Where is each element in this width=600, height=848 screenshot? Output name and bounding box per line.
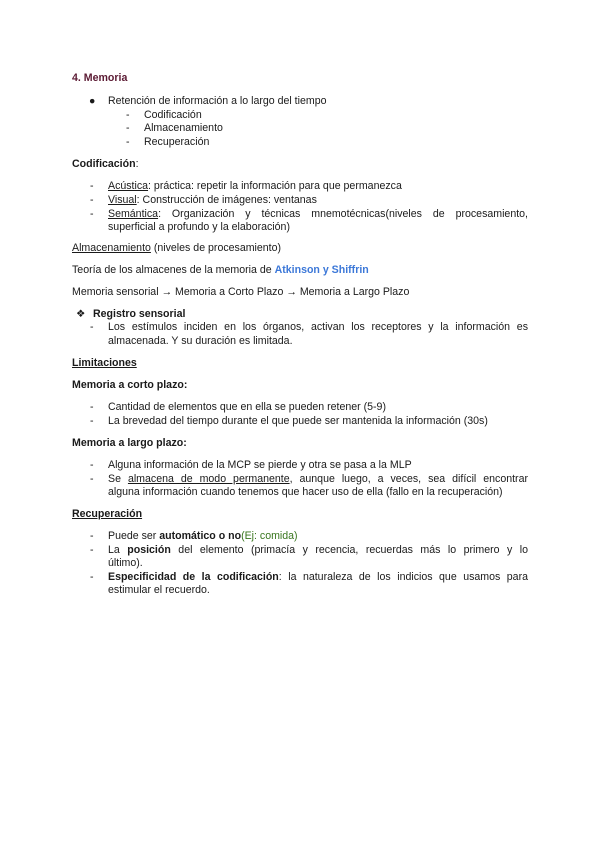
largo-plazo-item-cont: alguna información cuando tenemos que hacer uso de ella (fallo en la recuperación) xyxy=(108,486,503,498)
largo-plazo-item: Alguna información de la MCP se pierde y otra se pasa a la MLP xyxy=(108,459,412,471)
dash-icon: - xyxy=(90,208,94,220)
dash-icon: - xyxy=(126,122,130,134)
dash-icon: - xyxy=(126,136,130,148)
dash-icon: - xyxy=(90,544,94,556)
dash-icon: - xyxy=(90,473,94,485)
almacenamiento-heading: Almacenamiento (niveles de procesamiento) xyxy=(72,242,282,254)
corto-plazo-heading: Memoria a corto plazo: xyxy=(72,379,188,391)
largo-plazo-heading: Memoria a largo plazo: xyxy=(72,437,187,449)
intro-sub-item: Codificación xyxy=(144,109,202,121)
recuperacion-item: Puede ser automático o no(Ej: comida) xyxy=(108,530,298,542)
diamond-icon: ❖ xyxy=(76,308,86,320)
codificacion-item: Visual: Construcción de imágenes: ventanas xyxy=(108,194,317,206)
intro-sub-item: Recuperación xyxy=(144,136,210,148)
dash-icon: - xyxy=(90,571,94,583)
dash-icon: - xyxy=(90,401,94,413)
intro-bullet: Retención de información a lo largo del tiempo xyxy=(108,95,327,107)
section-title: 4. Memoria xyxy=(72,72,128,84)
dash-icon: - xyxy=(90,321,94,333)
dash-icon: - xyxy=(90,459,94,471)
recuperacion-item: La posición del elemento (primacía y recencia, recuerdas más lo primero y lo xyxy=(108,544,529,556)
codificacion-heading: Codificación: xyxy=(72,158,139,170)
theory-line: Teoría de los almacenes de la memoria de Atkinson y Shiffrin xyxy=(72,264,369,276)
bullet-icon: ● xyxy=(89,95,96,107)
corto-plazo-item: Cantidad de elementos que en ella se pueden retener (5-9) xyxy=(108,401,386,413)
dash-icon: - xyxy=(90,530,94,542)
recuperacion-item-cont: último). xyxy=(108,557,143,569)
dash-icon: - xyxy=(90,415,94,427)
corto-plazo-item: La brevedad del tiempo durante el que puede ser mantenida la información (30s) xyxy=(108,415,488,427)
dash-icon: - xyxy=(126,109,130,121)
recuperacion-item: Especificidad de la codificación: la naturaleza de los indicios que usamos para xyxy=(108,571,528,583)
registro-heading: Registro sensorial xyxy=(93,308,186,320)
recuperacion-heading: Recuperación xyxy=(72,508,143,520)
codificacion-item: Acústica: práctica: repetir la información para que permanezca xyxy=(108,180,402,192)
registro-text-cont: almacenada. Y su duración es limitada. xyxy=(108,335,293,347)
codificacion-item: Semántica: Organización y técnicas mnemotécnicas(niveles de procesamiento, xyxy=(108,208,528,220)
dash-icon: - xyxy=(90,180,94,192)
dash-icon: - xyxy=(90,194,94,206)
limitaciones-heading: Limitaciones xyxy=(72,357,137,369)
intro-sub-item: Almacenamiento xyxy=(144,122,223,134)
largo-plazo-item: Se almacena de modo permanente, aunque luego, a veces, sea difícil encontrar xyxy=(108,473,528,485)
memory-flow: Memoria sensorial → Memoria a Corto Plazo → Memoria a Largo Plazo xyxy=(72,286,410,298)
recuperacion-item-cont: estimular el recuerdo. xyxy=(108,584,210,596)
registro-text: Los estímulos inciden en los órganos, activan los receptores y la información es xyxy=(108,321,528,333)
codificacion-item-cont: superficial a profundo y la elaboración) xyxy=(108,221,290,233)
